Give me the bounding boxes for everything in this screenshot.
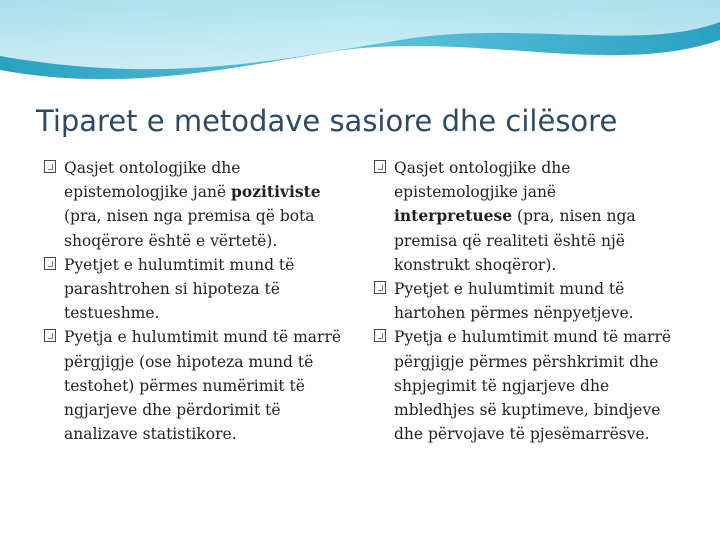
- checkbox-bullet-icon: [44, 257, 56, 270]
- item-text-rest: (pra, nisen nga premisa që realiteti është një konstrukt shoqëror).: [394, 207, 636, 274]
- item-bold-term: interpretuese: [394, 206, 513, 226]
- checkbox-bullet-icon: [44, 160, 56, 173]
- checkbox-bullet-icon: [374, 329, 386, 342]
- item-text-rest: (pra, nisen nga premisa që bota shoqërore është e vërtetë).: [64, 207, 315, 250]
- header-wave-decoration: [0, 0, 720, 100]
- slide-title: Tiparet e metodave sasiore dhe cilësore: [36, 104, 618, 138]
- left-column: [42, 156, 342, 446]
- list-item: [372, 325, 672, 446]
- list-item: [372, 277, 672, 325]
- item-text: Qasjet ontologjike dhe epistemologjike janë: [64, 159, 241, 202]
- item-bold-term: pozitiviste: [231, 182, 321, 202]
- checkbox-bullet-icon: [44, 329, 56, 342]
- item-text: Pyetja e hulumtimit mund të marrë përgjigje (ose hipoteza mund të testohet) përmes numërimit të ngjarjeve dhe përdorimit të analizave statistikore.: [64, 328, 342, 444]
- list-item: [372, 156, 672, 277]
- list-item: [42, 156, 342, 253]
- right-column: [372, 156, 672, 446]
- item-text: Qasjet ontologjike dhe epistemologjike janë: [394, 159, 571, 202]
- item-text: Pyetjet e hulumtimit mund të parashtrohen si hipoteza të testueshme.: [64, 255, 295, 323]
- list-item: [42, 325, 342, 446]
- list-item: [42, 253, 342, 326]
- checkbox-bullet-icon: [374, 281, 386, 294]
- item-text: Pyetjet e hulumtimit mund të hartohen përmes nënpyetjeve.: [394, 280, 634, 323]
- item-text: Pyetja e hulumtimit mund të marrë përgjigje përmes përshkrimit dhe shpjegimit të ngjarjeve dhe mbledhjes së kuptimeve, bindjeve dhe përvojave të pjesëmarrësve.: [394, 328, 672, 444]
- checkbox-bullet-icon: [374, 160, 386, 173]
